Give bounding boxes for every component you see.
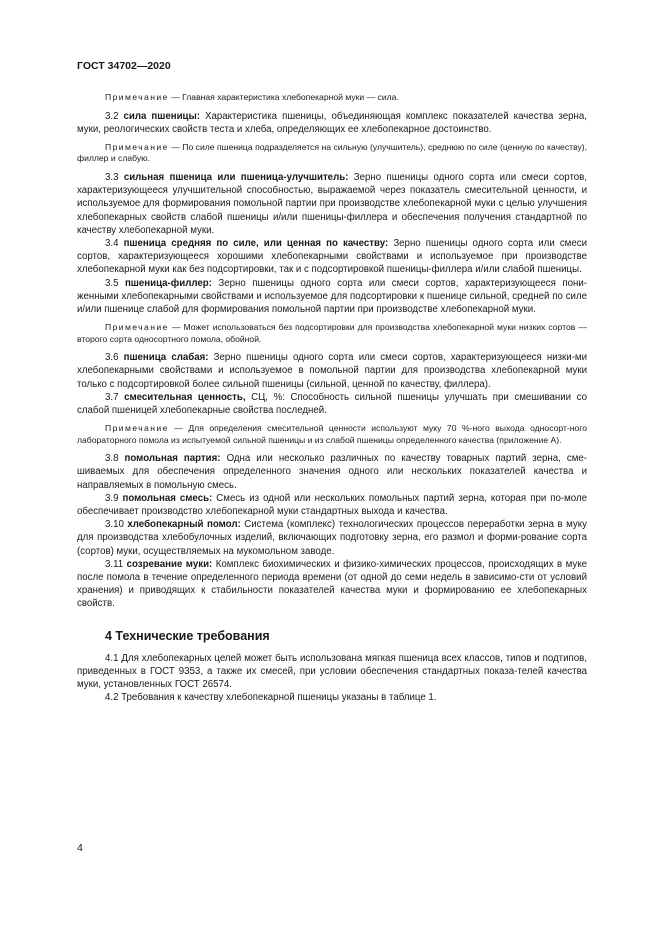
term-3-4: 3.4 пшеница средняя по силе, или ценная по качеству: Зерно пшеницы одного сорта или смеси сортов, характеризующееся хорошими хлебопекарными свойствами и используемое при производстве хлебопекарной муки как без подсортировки, так и с подсортировкой пшеницы-филлера и/или слабой пшеницы. bbox=[77, 237, 587, 276]
note: Примечание — Главная характеристика хлебопекарной муки — сила. bbox=[105, 92, 399, 102]
note-label: Примечание bbox=[105, 141, 169, 152]
note-label: Примечание bbox=[105, 423, 169, 434]
term-name: хлебопекарный помол: bbox=[127, 519, 241, 531]
term-3-5: 3.5 пшеница-филлер: Зерно пшеницы одного сорта или смеси сортов, характеризующееся пони-женными хлебопекарными свойствами и используемое для подсортировки к пшенице сильной, средней по силе и/или пшенице слабой для формирования помольной партии при производстве хлебопекарной муки. bbox=[77, 277, 587, 315]
term-name: сильная пшеница или пшеница-улучшитель: bbox=[123, 171, 349, 183]
note: Примечание — Для определения смесительной ценности используют муку 70 %-ного выхода односорт-ного лабораторного помола из испытуемой сильной пшеницы и из слабой пшеницы определенного качества (приложение А). bbox=[77, 423, 588, 445]
term-3-7: 3.7 смесительная ценность, СЦ, %: Способность сильной пшеницы улучшать при смешивании со слабой пшеницей хлебопекарные свойства последней. bbox=[77, 391, 587, 416]
note: Примечание — По силе пшеница подразделяется на сильную (улучшитель), среднюю по силе (ценную по качеству), филлер и слабую. bbox=[77, 141, 587, 164]
term-3-2: 3.2 сила пшеницы: Характеристика пшеницы, объединяющая комплекс показателей качества зерна, муки, реологических свойств теста и хлеба, определяющих ее хлебопекарное достоинство. bbox=[77, 110, 587, 135]
term-name: пшеница средняя по силе, или ценная по качеству: bbox=[123, 237, 389, 249]
term-3-10: 3.10 хлебопекарный помол: Система (комплекс) технологических процессов переработки зерна в муку для производства хлебобулочных изделий, включающих подготовку зерна, его размол и форми-рование сорта (сортов) муки, осуществляемых на мукомольном заводе. bbox=[77, 519, 587, 557]
term-name: пшеница-филлер: bbox=[124, 277, 212, 289]
page-content bbox=[77, 92, 587, 704]
page-number: 4 bbox=[77, 842, 83, 854]
section-heading: 4 Технические требования bbox=[105, 628, 270, 643]
term-name: помольная смесь: bbox=[122, 492, 213, 504]
term-3-11: 3.11 созревание муки: Комплекс биохимических и физико-химических процессов, происходящих в муке после помола в течение определенного периода времени (от одной до семи недель в зависимо-сти от условий хранения) и приводящих к стабильности показателей качества муки и формированию ее хлебопекарных свойств. bbox=[77, 558, 587, 610]
term-3-8: 3.8 помольная партия: Одна или несколько различных по качеству товарных партий зерна, сме-шиваемых для обеспечения определенного значения одного или нескольких показателей качества и направляемых в помольную смесь. bbox=[77, 453, 587, 491]
note-label: Примечание bbox=[105, 322, 169, 333]
document-header: ГОСТ 34702—2020 bbox=[77, 60, 171, 72]
note-label: Примечание bbox=[105, 92, 169, 102]
term-3-3: 3.3 сильная пшеница или пшеница-улучшитель: Зерно пшеницы одного сорта или смеси сортов, характеризующееся улучшительной способностью, выражаемой через показатель смесительной ценности, и используемое для формирования помольной партии при производстве хлебопекарной муки с целью улучшения хлебопекарных свойств слабой пшеницы и/или пшеницы-филлера и обеспечения получения стандартной по качеству хлебопекарной муки. bbox=[77, 171, 588, 236]
term-3-6: 3.6 пшеница слабая: Зерно пшеницы одного сорта или смеси сортов, характеризующееся низки-ми хлебопекарными свойствами и используемое в помольной партии для производства хлебопекарной муки только с подсортировкой более сильной пшеницы (сильной, ценной по качеству, филлера). bbox=[77, 352, 587, 390]
note: Примечание — Может использоваться без подсортировки для производства хлебопекарной муки низких сортов — второго сорта односортного помола, обойной. bbox=[77, 322, 587, 344]
term-name: пшеница слабая: bbox=[123, 352, 209, 364]
term-3-9: 3.9 помольная смесь: Смесь из одной или нескольких помольных партий зерна, которая при по-моле обеспечивает производство хлебопекарной муки стандартных выхода и качества. bbox=[77, 492, 587, 517]
clause-4-2: 4.2 Требования к качеству хлебопекарной пшеницы указаны в таблице 1. bbox=[105, 692, 437, 704]
term-name: смесительная ценность, bbox=[124, 391, 246, 403]
clause-4-1: 4.1 Для хлебопекарных целей может быть использована мягкая пшеница всех классов, типов и подтипов, приведенных в ГОСТ 9353, а также их смесей, при условии обеспечения стандартных показа-телей качества муки, установленных ГОСТ 26574. bbox=[77, 652, 587, 690]
term-name: сила пшеницы: bbox=[123, 110, 200, 122]
term-name: помольная партия: bbox=[124, 453, 221, 465]
term-name: созревание муки: bbox=[126, 558, 213, 570]
